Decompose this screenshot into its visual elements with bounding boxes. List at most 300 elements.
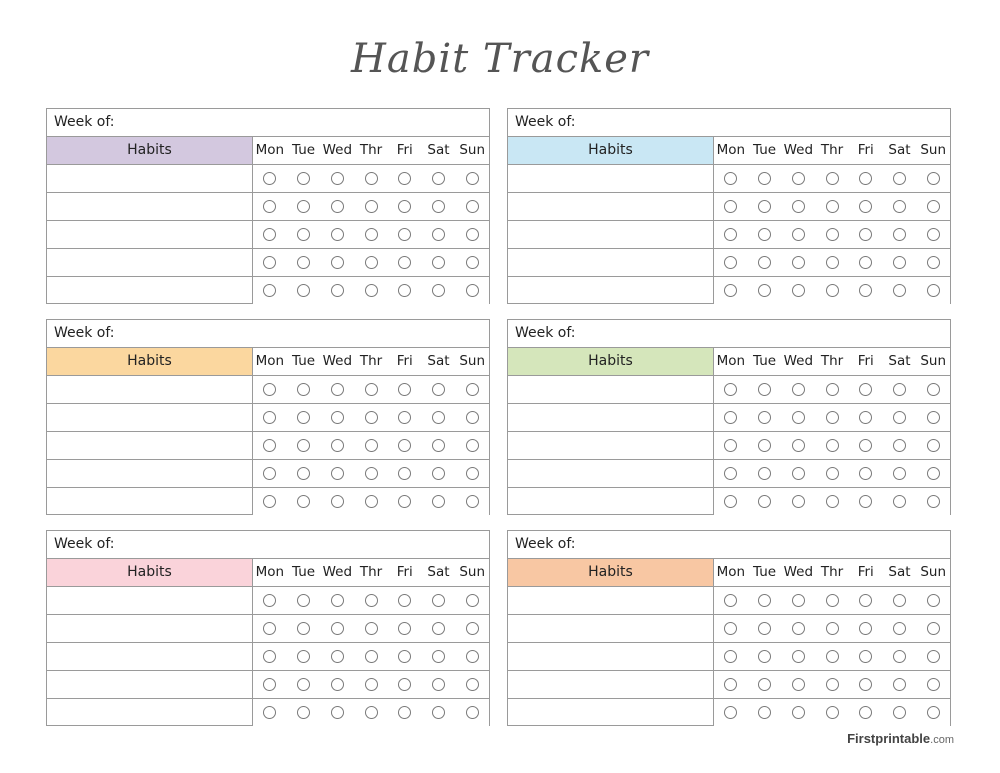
day-check-circle[interactable]	[826, 650, 839, 663]
day-check-circle[interactable]	[792, 706, 805, 719]
day-check-circle[interactable]	[466, 622, 479, 635]
day-check-circle[interactable]	[263, 594, 276, 607]
day-check-circle[interactable]	[758, 467, 771, 480]
day-check-circle[interactable]	[297, 467, 310, 480]
day-check-circle[interactable]	[758, 650, 771, 663]
day-check-circle[interactable]	[331, 172, 344, 185]
day-check-circle[interactable]	[331, 383, 344, 396]
day-check-circle[interactable]	[792, 383, 805, 396]
habit-row	[47, 249, 489, 277]
day-check-circle[interactable]	[331, 228, 344, 241]
day-check-circle[interactable]	[398, 706, 411, 719]
day-check-circle[interactable]	[859, 200, 872, 213]
day-check-circle[interactable]	[792, 200, 805, 213]
day-check-circle[interactable]	[859, 706, 872, 719]
day-check-circle[interactable]	[927, 439, 940, 452]
day-check-circle[interactable]	[758, 200, 771, 213]
day-check-circle[interactable]	[758, 383, 771, 396]
day-check-circle[interactable]	[724, 284, 737, 297]
day-check-circle[interactable]	[792, 172, 805, 185]
habit-row	[508, 643, 950, 671]
day-check-circle[interactable]	[927, 411, 940, 424]
day-check-circle[interactable]	[432, 284, 445, 297]
day-check-circle[interactable]	[893, 172, 906, 185]
day-check-circle[interactable]	[432, 678, 445, 691]
day-check-circle[interactable]	[297, 678, 310, 691]
day-check-circle[interactable]	[432, 467, 445, 480]
habit-name-cell[interactable]	[508, 488, 714, 515]
day-check-circle[interactable]	[724, 706, 737, 719]
day-check-circle[interactable]	[331, 495, 344, 508]
day-check-circle[interactable]	[792, 594, 805, 607]
check-cell	[849, 699, 883, 726]
day-check-circle[interactable]	[859, 256, 872, 269]
check-cell	[815, 615, 849, 642]
day-check-circle[interactable]	[466, 200, 479, 213]
check-cell	[714, 193, 748, 220]
day-check-circle[interactable]	[398, 495, 411, 508]
habit-name-cell[interactable]	[508, 193, 714, 220]
day-check-circle[interactable]	[724, 439, 737, 452]
day-check-circle[interactable]	[893, 383, 906, 396]
check-cell	[714, 249, 748, 276]
day-check-circle[interactable]	[466, 383, 479, 396]
day-header: Sat	[427, 142, 450, 158]
check-cell	[781, 165, 815, 192]
day-check-circle[interactable]	[331, 256, 344, 269]
day-check-circle[interactable]	[927, 467, 940, 480]
day-check-circle[interactable]	[432, 650, 445, 663]
day-check-circle[interactable]	[365, 200, 378, 213]
habit-name-cell[interactable]	[47, 193, 253, 220]
day-check-circle[interactable]	[466, 650, 479, 663]
day-check-circle[interactable]	[893, 467, 906, 480]
day-check-circle[interactable]	[297, 650, 310, 663]
habit-name-cell[interactable]	[47, 376, 253, 403]
day-check-circle[interactable]	[263, 439, 276, 452]
day-check-circle[interactable]	[859, 622, 872, 635]
day-check-circle[interactable]	[792, 228, 805, 241]
day-check-circle[interactable]	[297, 383, 310, 396]
day-check-circle[interactable]	[826, 706, 839, 719]
day-check-circle[interactable]	[263, 495, 276, 508]
day-check-circle[interactable]	[466, 284, 479, 297]
day-check-circle[interactable]	[927, 622, 940, 635]
day-check-circle[interactable]	[893, 706, 906, 719]
habit-row	[508, 671, 950, 699]
check-cell	[320, 460, 354, 487]
day-check-circle[interactable]	[724, 411, 737, 424]
day-check-circle[interactable]	[263, 622, 276, 635]
day-check-circle[interactable]	[859, 594, 872, 607]
habit-name-cell[interactable]	[47, 404, 253, 431]
day-check-circle[interactable]	[398, 172, 411, 185]
day-check-circle[interactable]	[792, 411, 805, 424]
day-check-circle[interactable]	[331, 650, 344, 663]
day-check-circle[interactable]	[893, 594, 906, 607]
habit-name-cell[interactable]	[47, 671, 253, 698]
day-check-circle[interactable]	[466, 172, 479, 185]
day-check-circle[interactable]	[927, 706, 940, 719]
day-check-circle[interactable]	[724, 495, 737, 508]
check-cell	[320, 699, 354, 726]
day-check-circle[interactable]	[893, 678, 906, 691]
day-check-circle[interactable]	[893, 411, 906, 424]
day-check-circle[interactable]	[859, 467, 872, 480]
check-cell	[388, 193, 422, 220]
day-check-circle[interactable]	[758, 495, 771, 508]
day-check-circle[interactable]	[331, 411, 344, 424]
day-headers	[253, 348, 489, 375]
check-cell	[916, 277, 950, 304]
day-check-circle[interactable]	[792, 650, 805, 663]
day-check-circle[interactable]	[432, 495, 445, 508]
check-cell	[253, 165, 287, 192]
check-cell	[916, 376, 950, 403]
habit-name-cell[interactable]	[47, 587, 253, 614]
day-check-circle[interactable]	[792, 495, 805, 508]
day-check-circle[interactable]	[297, 622, 310, 635]
day-check-circle[interactable]	[927, 495, 940, 508]
day-check-circle[interactable]	[826, 411, 839, 424]
day-check-circle[interactable]	[398, 650, 411, 663]
header-row	[508, 559, 950, 587]
day-check-circle[interactable]	[365, 439, 378, 452]
day-check-circle[interactable]	[297, 200, 310, 213]
day-header: Sun	[920, 142, 947, 158]
day-check-circle[interactable]	[365, 284, 378, 297]
day-check-circle[interactable]	[365, 383, 378, 396]
day-check-circle[interactable]	[724, 622, 737, 635]
day-check-circle[interactable]	[432, 228, 445, 241]
habit-rows	[508, 376, 950, 515]
day-check-circle[interactable]	[826, 284, 839, 297]
day-check-circle[interactable]	[859, 678, 872, 691]
day-check-circle[interactable]	[297, 228, 310, 241]
day-check-circle[interactable]	[758, 678, 771, 691]
day-check-circle[interactable]	[826, 678, 839, 691]
habit-name-cell[interactable]	[508, 699, 714, 726]
day-check-circle[interactable]	[466, 678, 479, 691]
check-cell	[781, 488, 815, 515]
habit-name-cell[interactable]	[508, 460, 714, 487]
check-cell	[287, 488, 321, 515]
day-check-circle[interactable]	[466, 706, 479, 719]
day-check-circle[interactable]	[724, 678, 737, 691]
day-check-circle[interactable]	[826, 495, 839, 508]
check-cell	[422, 615, 456, 642]
day-check-circle[interactable]	[758, 706, 771, 719]
day-check-circle[interactable]	[365, 411, 378, 424]
day-check-circle[interactable]	[365, 228, 378, 241]
day-check-circle[interactable]	[826, 172, 839, 185]
day-check-circle[interactable]	[432, 172, 445, 185]
day-check-circle[interactable]	[724, 228, 737, 241]
habit-name-cell[interactable]	[508, 643, 714, 670]
day-check-circle[interactable]	[331, 200, 344, 213]
habits-header: Habits	[47, 137, 253, 164]
day-check-circle[interactable]	[398, 678, 411, 691]
day-check-circle[interactable]	[432, 256, 445, 269]
day-header: Tue	[292, 353, 316, 369]
check-cell	[287, 460, 321, 487]
day-check-circle[interactable]	[826, 200, 839, 213]
day-check-circle[interactable]	[466, 467, 479, 480]
day-check-circle[interactable]	[398, 622, 411, 635]
day-check-circle[interactable]	[792, 439, 805, 452]
day-check-circle[interactable]	[263, 284, 276, 297]
day-check-circle[interactable]	[859, 284, 872, 297]
habit-name-cell[interactable]	[47, 432, 253, 459]
day-check-circle[interactable]	[432, 200, 445, 213]
habit-name-cell[interactable]	[47, 643, 253, 670]
day-check-circle[interactable]	[826, 383, 839, 396]
check-cell	[253, 615, 287, 642]
day-check-circle[interactable]	[263, 706, 276, 719]
day-check-circle[interactable]	[432, 706, 445, 719]
day-check-circle[interactable]	[893, 495, 906, 508]
day-check-circle[interactable]	[365, 256, 378, 269]
day-check-circle[interactable]	[331, 622, 344, 635]
day-check-circle[interactable]	[398, 383, 411, 396]
day-check-circle[interactable]	[398, 594, 411, 607]
day-checkboxes	[714, 165, 950, 192]
day-check-circle[interactable]	[297, 495, 310, 508]
day-check-circle[interactable]	[927, 284, 940, 297]
day-check-circle[interactable]	[365, 622, 378, 635]
habit-name-cell[interactable]	[47, 249, 253, 276]
habit-name-cell[interactable]	[508, 615, 714, 642]
check-cell	[781, 193, 815, 220]
day-check-circle[interactable]	[331, 467, 344, 480]
day-check-circle[interactable]	[331, 284, 344, 297]
day-header: Mon	[255, 564, 285, 580]
day-check-circle[interactable]	[758, 622, 771, 635]
habit-name-cell[interactable]	[47, 165, 253, 192]
day-check-circle[interactable]	[927, 228, 940, 241]
day-check-circle[interactable]	[893, 256, 906, 269]
check-cell	[455, 671, 489, 698]
day-check-circle[interactable]	[398, 228, 411, 241]
day-check-circle[interactable]	[432, 622, 445, 635]
day-check-circle[interactable]	[927, 594, 940, 607]
day-check-circle[interactable]	[263, 172, 276, 185]
day-check-circle[interactable]	[297, 594, 310, 607]
day-check-circle[interactable]	[893, 284, 906, 297]
day-check-circle[interactable]	[792, 467, 805, 480]
check-cell	[815, 193, 849, 220]
check-cell	[781, 277, 815, 304]
day-check-circle[interactable]	[297, 439, 310, 452]
day-header: Thr	[820, 353, 844, 369]
check-cell	[287, 615, 321, 642]
day-check-circle[interactable]	[263, 467, 276, 480]
day-check-circle[interactable]	[365, 706, 378, 719]
check-cell	[714, 277, 748, 304]
day-check-circle[interactable]	[826, 467, 839, 480]
day-check-circle[interactable]	[893, 200, 906, 213]
day-check-circle[interactable]	[263, 383, 276, 396]
habit-name-cell[interactable]	[47, 488, 253, 515]
day-check-circle[interactable]	[398, 200, 411, 213]
habit-rows	[47, 587, 489, 726]
habit-row	[47, 221, 489, 249]
day-check-circle[interactable]	[724, 172, 737, 185]
day-check-circle[interactable]	[859, 411, 872, 424]
day-check-circle[interactable]	[826, 622, 839, 635]
day-check-circle[interactable]	[826, 439, 839, 452]
day-check-circle[interactable]	[724, 467, 737, 480]
week-of-field[interactable]: Week of:	[508, 320, 950, 348]
day-check-circle[interactable]	[365, 650, 378, 663]
check-cell	[354, 699, 388, 726]
day-check-circle[interactable]	[466, 256, 479, 269]
day-check-circle[interactable]	[826, 256, 839, 269]
day-check-circle[interactable]	[724, 383, 737, 396]
habit-name-cell[interactable]	[47, 277, 253, 304]
day-check-circle[interactable]	[758, 172, 771, 185]
day-check-circle[interactable]	[859, 439, 872, 452]
day-check-circle[interactable]	[927, 172, 940, 185]
day-check-circle[interactable]	[297, 411, 310, 424]
check-cell	[354, 460, 388, 487]
day-check-circle[interactable]	[331, 594, 344, 607]
day-check-circle[interactable]	[432, 439, 445, 452]
day-check-circle[interactable]	[927, 256, 940, 269]
day-check-circle[interactable]	[893, 439, 906, 452]
check-cell	[748, 488, 782, 515]
day-check-circle[interactable]	[826, 594, 839, 607]
day-check-circle[interactable]	[365, 678, 378, 691]
day-check-circle[interactable]	[398, 467, 411, 480]
day-check-circle[interactable]	[792, 678, 805, 691]
day-check-circle[interactable]	[893, 650, 906, 663]
week-of-field[interactable]: Week of:	[47, 109, 489, 137]
check-cell	[354, 249, 388, 276]
habit-name-cell[interactable]	[508, 249, 714, 276]
day-check-circle[interactable]	[792, 622, 805, 635]
day-check-circle[interactable]	[792, 284, 805, 297]
habit-name-cell[interactable]	[47, 699, 253, 726]
day-check-circle[interactable]	[263, 200, 276, 213]
day-check-circle[interactable]	[859, 172, 872, 185]
day-check-circle[interactable]	[724, 594, 737, 607]
brand-suffix: .com	[930, 734, 954, 746]
day-check-circle[interactable]	[331, 706, 344, 719]
habit-name-cell[interactable]	[508, 671, 714, 698]
day-check-circle[interactable]	[398, 256, 411, 269]
day-check-circle[interactable]	[263, 650, 276, 663]
day-check-circle[interactable]	[398, 439, 411, 452]
day-check-circle[interactable]	[859, 383, 872, 396]
day-check-circle[interactable]	[432, 383, 445, 396]
day-check-circle[interactable]	[398, 411, 411, 424]
habit-name-cell[interactable]	[508, 432, 714, 459]
check-cell	[849, 193, 883, 220]
day-check-circle[interactable]	[724, 650, 737, 663]
day-check-circle[interactable]	[859, 228, 872, 241]
day-check-circle[interactable]	[297, 284, 310, 297]
day-check-circle[interactable]	[724, 200, 737, 213]
day-check-circle[interactable]	[466, 594, 479, 607]
check-cell	[748, 671, 782, 698]
week-of-field[interactable]: Week of:	[47, 531, 489, 559]
day-check-circle[interactable]	[927, 200, 940, 213]
day-check-circle[interactable]	[927, 383, 940, 396]
day-check-circle[interactable]	[365, 495, 378, 508]
day-check-circle[interactable]	[432, 594, 445, 607]
habit-name-cell[interactable]	[508, 221, 714, 248]
day-check-circle[interactable]	[297, 172, 310, 185]
day-check-circle[interactable]	[331, 678, 344, 691]
day-check-circle[interactable]	[432, 411, 445, 424]
day-check-circle[interactable]	[365, 172, 378, 185]
habits-header: Habits	[508, 559, 714, 586]
week-of-field[interactable]: Week of:	[508, 109, 950, 137]
check-cell	[883, 165, 917, 192]
check-cell	[388, 432, 422, 459]
day-check-circle[interactable]	[263, 228, 276, 241]
day-check-circle[interactable]	[365, 467, 378, 480]
habit-tracker-table	[46, 319, 490, 515]
day-check-circle[interactable]	[758, 411, 771, 424]
habit-name-cell[interactable]	[508, 404, 714, 431]
day-check-circle[interactable]	[398, 284, 411, 297]
day-check-circle[interactable]	[263, 256, 276, 269]
day-check-circle[interactable]	[331, 439, 344, 452]
day-check-circle[interactable]	[466, 228, 479, 241]
habit-name-cell[interactable]	[508, 376, 714, 403]
day-checkboxes	[714, 249, 950, 276]
day-check-circle[interactable]	[466, 411, 479, 424]
day-check-circle[interactable]	[758, 256, 771, 269]
day-check-circle[interactable]	[826, 228, 839, 241]
day-check-circle[interactable]	[758, 439, 771, 452]
check-cell	[916, 221, 950, 248]
day-check-circle[interactable]	[893, 622, 906, 635]
habit-name-cell[interactable]	[47, 615, 253, 642]
day-check-circle[interactable]	[758, 228, 771, 241]
check-cell	[422, 460, 456, 487]
week-of-field[interactable]: Week of:	[47, 320, 489, 348]
day-check-circle[interactable]	[466, 495, 479, 508]
day-check-circle[interactable]	[724, 256, 737, 269]
check-cell	[883, 376, 917, 403]
week-of-field[interactable]: Week of:	[508, 531, 950, 559]
habit-name-cell[interactable]	[508, 587, 714, 614]
day-check-circle[interactable]	[859, 495, 872, 508]
day-check-circle[interactable]	[365, 594, 378, 607]
day-check-circle[interactable]	[466, 439, 479, 452]
day-check-circle[interactable]	[758, 284, 771, 297]
habit-name-cell[interactable]	[47, 460, 253, 487]
day-check-circle[interactable]	[263, 411, 276, 424]
day-check-circle[interactable]	[859, 650, 872, 663]
day-check-circle[interactable]	[927, 650, 940, 663]
check-cell	[849, 615, 883, 642]
day-check-circle[interactable]	[758, 594, 771, 607]
day-check-circle[interactable]	[297, 256, 310, 269]
day-check-circle[interactable]	[792, 256, 805, 269]
day-check-circle[interactable]	[263, 678, 276, 691]
habit-name-cell[interactable]	[47, 221, 253, 248]
habit-name-cell[interactable]	[508, 165, 714, 192]
habit-name-cell[interactable]	[508, 277, 714, 304]
day-check-circle[interactable]	[927, 678, 940, 691]
check-cell	[748, 404, 782, 431]
day-check-circle[interactable]	[297, 706, 310, 719]
day-check-circle[interactable]	[893, 228, 906, 241]
